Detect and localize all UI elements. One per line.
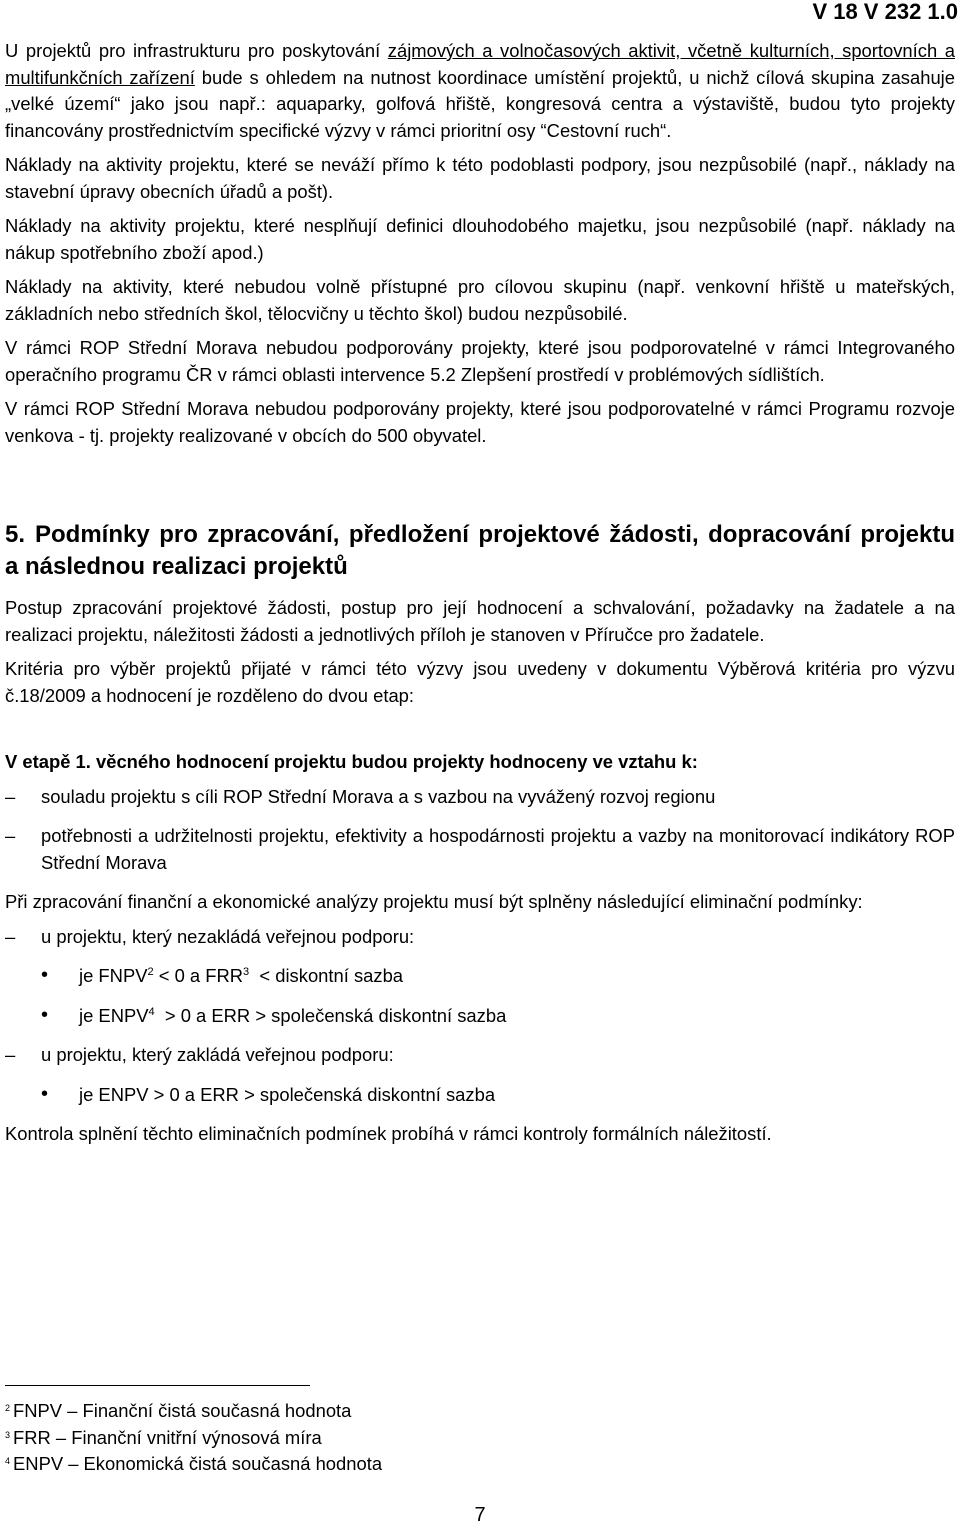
condition-group-no-state-aid [5,924,955,951]
paragraph-prv-exclusion: V rámci ROP Střední Morava nebudou podporovány projekty, které jsou podporovatelné v rámci Programu rozvoje venkova - tj. projekty realizované v obcích do 500 obyvatel. [5,398,955,446]
paragraph-closing: Kontrola splnění těchto eliminačních podmínek probíhá v rámci kontroly formálních náležitostí. [5,1123,772,1144]
footnote-text: ENPV – Ekonomická čistá současná hodnota [13,1453,383,1474]
condition-group-label: u projektu, který zakládá veřejnou podporu: [41,1044,394,1065]
condition-group-state-aid [5,1042,955,1069]
stage-text: věcného hodnocení projektu budou projekty hodnoceny ve vztahu k: [90,751,698,772]
dash-marker: – [5,785,16,807]
footnote [5,1451,605,1478]
condition-text: < diskontní sazba [249,965,404,986]
paragraph-long-term-assets: Náklady na aktivity projektu, které nesplňují definici dlouhodobého majetku, jsou nezpůsobilé (např. náklady na nákup spotřebního zboží apod.) [5,215,955,263]
page-number: 7 [474,1504,486,1526]
paragraph-unrelated-costs: Náklady na aktivity projektu, které se neváží přímo k této podoblasti podpory, jsou nezpůsobilé (např., náklady na stavební úpravy obecních úřadů a pošt). [5,154,955,202]
condition-item [5,963,955,990]
page-content [5,38,955,1156]
list-item-text: souladu projektu s cíli ROP Střední Morava a s vazbou na vyvážený rozvoj regionu [41,785,716,807]
section-title: Podmínky pro zpracování, předložení projektové žádosti, dopracování projektu a následnou realizaci projektů [5,521,955,580]
condition-item [5,1003,955,1030]
condition-text: je ENPV [79,1004,149,1026]
paragraph-infrastructure [5,38,955,144]
footnote-text: FRR – Finanční vnitřní výnosová míra [13,1426,322,1448]
dash-marker: – [5,825,16,846]
paragraph-procedure: Postup zpracování projektové žádosti, postup pro její hodnocení a schvalování, požadavky na žadatele a na realizaci projektu, náležitosti žádosti a jednotlivých příloh je stanoven v Příručce pro žadatele. [5,597,955,645]
section-heading [5,519,955,583]
section-number: 5. [5,521,26,548]
condition-text: je FNPV [79,965,148,986]
paragraph-text: U projektů pro infrastrukturu pro poskytování [5,40,388,61]
footnote-number: 4 [5,1456,11,1466]
paragraph-elimination-intro: Při zpracování finanční a ekonomické analýzy projektu musí být splněny následující eliminační podmínky: [5,891,863,912]
underlined-phrase: zájmových a volnočasových aktivit, včetně kulturních, sportovních a multifunkčních zařízení [5,40,956,88]
footnote-ref: 4 [148,1005,155,1018]
footnote-ref: 2 [147,966,154,978]
condition-group-label: u projektu, který nezakládá veřejnou podporu: [41,925,415,947]
document-code: V 18 V 232 1.0 [812,0,958,24]
paragraph-public-access: Náklady na aktivity, které nebudou volně přístupné pro cílovou skupinu (např. venkovní hřiště u mateřských, základních nebo středních škol, tělocvičny u těchto škol) budou nezpůsobilé. [5,276,955,324]
list-item [5,784,955,811]
footnote [5,1398,605,1425]
bullet-marker: • [41,964,49,986]
bullet-marker: • [41,1082,49,1105]
bullet-marker: • [41,1003,49,1026]
paragraph-text: bude s ohledem na nutnost koordinace umístění projektů, u nichž cílová skupina zasahuje „velké území“ jako jsou např.: aquaparky, golfová hřiště, kongresová centra a výstaviště, budou tyto projekty financovány prostřednictvím specifické výzvy v rámci prioritní osy “Cestovní ruch“. [5,66,955,141]
condition-text: > 0 a ERR > společenská diskontní sazba [154,1004,507,1026]
dash-marker: – [5,925,16,947]
dash-marker: – [5,1044,16,1065]
stage-label: V etapě 1. [5,751,91,772]
footnote-ref: 3 [243,966,250,978]
footnotes [5,1398,605,1478]
condition-text: je ENPV > 0 a ERR > společenská diskontní sazba [79,1083,496,1105]
footnote [5,1425,605,1452]
condition-item [5,1082,955,1109]
footnote-text: FNPV – Finanční čistá současná hodnota [13,1400,352,1421]
footnote-number: 3 [5,1429,11,1440]
condition-text: < 0 a FRR [153,965,244,986]
stage-heading [5,749,955,776]
paragraph-iop-exclusion: V rámci ROP Střední Morava nebudou podporovány projekty, které jsou podporovatelné v rámci Integrovaného operačního programu ČR v rámci oblasti intervence 5.2 Zlepšení prostředí v problémových sídlištích. [5,337,955,385]
list-item-text: potřebnosti a udržitelnosti projektu, efektivity a hospodárnosti projektu a vazby na monitorovací indikátory ROP Střední Morava [41,825,955,873]
footnote-separator [5,1385,310,1386]
footnote-number: 2 [5,1403,11,1413]
paragraph-criteria: Kritéria pro výběr projektů přijaté v rámci této výzvy jsou uvedeny v dokumentu Výběrová kritéria pro výzvu č.18/2009 a hodnocení je rozděleno do dvou etap: [5,658,955,706]
list-item [5,823,955,876]
